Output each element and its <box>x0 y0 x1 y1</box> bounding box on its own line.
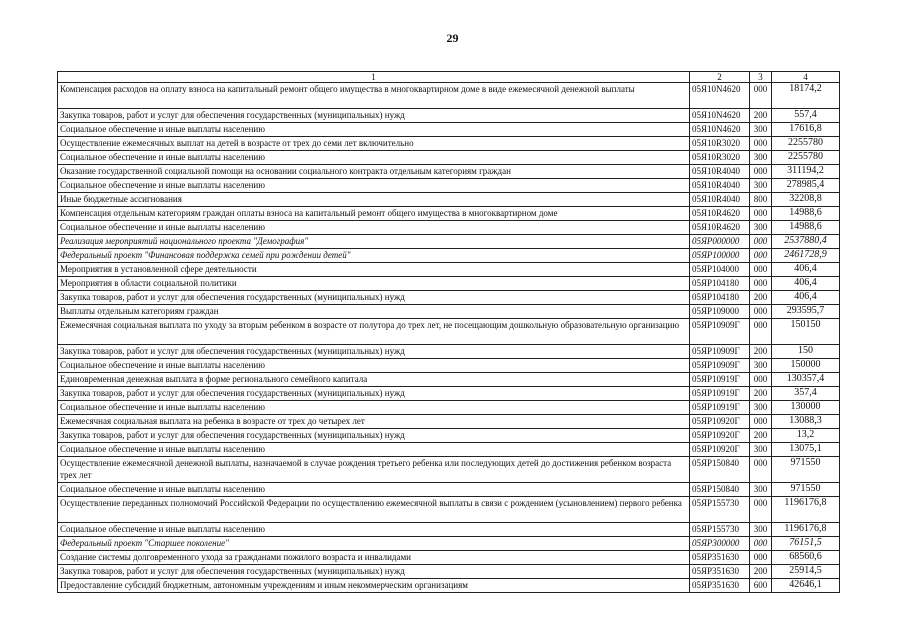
row-amount: 2255780 <box>772 137 840 151</box>
table-row <box>58 123 840 137</box>
table-row <box>58 277 840 291</box>
table-row <box>58 457 840 483</box>
row-expense-type: 000 <box>750 249 772 263</box>
row-code: 05Я10R4040 <box>690 165 750 179</box>
table-row <box>58 83 840 109</box>
row-name: Компенсация отдельным категориям граждан оплаты взноса на капитальный ремонт общего имущества в многоквартирном доме <box>58 207 690 221</box>
row-expense-type: 200 <box>750 565 772 579</box>
row-expense-type: 000 <box>750 305 772 319</box>
row-expense-type: 200 <box>750 429 772 443</box>
row-code: 05ЯР10920Г <box>690 429 750 443</box>
row-code: 05ЯР300000 <box>690 537 750 551</box>
row-name: Закупка товаров, работ и услуг для обеспечения государственных (муниципальных) нужд <box>58 345 690 359</box>
table-row <box>58 151 840 165</box>
row-amount: 311194,2 <box>772 165 840 179</box>
header-row <box>58 72 840 83</box>
row-code: 05ЯР104180 <box>690 277 750 291</box>
row-name: Иные бюджетные ассигнования <box>58 193 690 207</box>
row-expense-type: 000 <box>750 235 772 249</box>
table-row <box>58 565 840 579</box>
row-code: 05ЯР351630 <box>690 565 750 579</box>
row-amount: 406,4 <box>772 277 840 291</box>
row-code: 05ЯР000000 <box>690 235 750 249</box>
row-expense-type: 300 <box>750 221 772 235</box>
row-amount: 17616,8 <box>772 123 840 137</box>
budget-table-body <box>58 72 840 593</box>
row-expense-type: 000 <box>750 207 772 221</box>
row-amount: 14988,6 <box>772 221 840 235</box>
row-amount: 13075,1 <box>772 443 840 457</box>
row-expense-type: 000 <box>750 551 772 565</box>
row-amount: 406,4 <box>772 263 840 277</box>
row-expense-type: 000 <box>750 373 772 387</box>
table-row <box>58 221 840 235</box>
row-expense-type: 000 <box>750 263 772 277</box>
row-expense-type: 000 <box>750 277 772 291</box>
row-code: 05ЯР10919Г <box>690 401 750 415</box>
table-row <box>58 551 840 565</box>
row-code: 05ЯР10920Г <box>690 443 750 457</box>
row-name: Компенсация расходов на оплату взноса на капитальный ремонт общего имущества в многоквартирном доме в виде ежемесячной денежной выплаты <box>58 83 690 109</box>
row-code: 05Я10R3020 <box>690 151 750 165</box>
table-row <box>58 497 840 523</box>
row-name: Социальное обеспечение и иные выплаты населению <box>58 151 690 165</box>
row-code: 05Я10N4620 <box>690 123 750 137</box>
row-amount: 357,4 <box>772 387 840 401</box>
row-expense-type: 200 <box>750 387 772 401</box>
row-amount: 76151,5 <box>772 537 840 551</box>
table-row <box>58 207 840 221</box>
table-row <box>58 523 840 537</box>
row-name: Единовременная денежная выплата в форме регионального семейного капитала <box>58 373 690 387</box>
row-amount: 130000 <box>772 401 840 415</box>
row-amount: 278985,4 <box>772 179 840 193</box>
row-expense-type: 000 <box>750 83 772 109</box>
table-row <box>58 235 840 249</box>
row-name: Ежемесячная социальная выплата по уходу за вторым ребенком в возрасте от полутора до трех лет, не посещающим дошкольную образовательную организацию <box>58 319 690 345</box>
row-expense-type: 000 <box>750 137 772 151</box>
row-expense-type: 300 <box>750 123 772 137</box>
row-name: Социальное обеспечение и иные выплаты населению <box>58 443 690 457</box>
row-code: 05ЯР150840 <box>690 457 750 483</box>
row-amount: 1196176,8 <box>772 523 840 537</box>
row-expense-type: 300 <box>750 483 772 497</box>
row-code: 05ЯР100000 <box>690 249 750 263</box>
row-code: 05ЯР155730 <box>690 497 750 523</box>
row-amount: 2461728,9 <box>772 249 840 263</box>
row-code: 05ЯР351630 <box>690 579 750 593</box>
row-amount: 971550 <box>772 483 840 497</box>
row-expense-type: 200 <box>750 345 772 359</box>
row-code: 05Я10R3020 <box>690 137 750 151</box>
row-name: Осуществление переданных полномочий Российской Федерации по осуществлению ежемесячной выплаты в связи с рождением (усыновлением) первого ребенка <box>58 497 690 523</box>
row-name: Социальное обеспечение и иные выплаты населению <box>58 179 690 193</box>
row-expense-type: 300 <box>750 443 772 457</box>
page-number: 29 <box>446 31 459 45</box>
row-name: Социальное обеспечение и иные выплаты населению <box>58 401 690 415</box>
table-row <box>58 179 840 193</box>
row-name: Предоставление субсидий бюджетным, автономным учреждениям и иным некоммерческим организациям <box>58 579 690 593</box>
row-code: 05Я10R4620 <box>690 221 750 235</box>
row-code: 05ЯР104000 <box>690 263 750 277</box>
row-amount: 2255780 <box>772 151 840 165</box>
row-code: 05ЯР10920Г <box>690 415 750 429</box>
row-name: Выплаты отдельным категориям граждан <box>58 305 690 319</box>
row-amount: 25914,5 <box>772 565 840 579</box>
row-amount: 557,4 <box>772 109 840 123</box>
row-code: 05Я10N4620 <box>690 83 750 109</box>
row-code: 05ЯР351630 <box>690 551 750 565</box>
header-col-4: 4 <box>772 72 840 83</box>
row-expense-type: 000 <box>750 415 772 429</box>
row-name: Закупка товаров, работ и услуг для обеспечения государственных (муниципальных) нужд <box>58 387 690 401</box>
table-row <box>58 193 840 207</box>
row-name: Закупка товаров, работ и услуг для обеспечения государственных (муниципальных) нужд <box>58 565 690 579</box>
row-name: Мероприятия в области социальной политики <box>58 277 690 291</box>
table-row <box>58 291 840 305</box>
table-row <box>58 249 840 263</box>
table-row <box>58 537 840 551</box>
row-amount: 293595,7 <box>772 305 840 319</box>
row-expense-type: 600 <box>750 579 772 593</box>
header-col-3: 3 <box>750 72 772 83</box>
row-name: Создание системы долговременного ухода за гражданами пожилого возраста и инвалидами <box>58 551 690 565</box>
row-expense-type: 000 <box>750 319 772 345</box>
row-code: 05Я10R4040 <box>690 179 750 193</box>
row-amount: 150150 <box>772 319 840 345</box>
table-row <box>58 137 840 151</box>
row-amount: 150 <box>772 345 840 359</box>
row-code: 05ЯР150840 <box>690 483 750 497</box>
row-code: 05ЯР104180 <box>690 291 750 305</box>
table-row <box>58 263 840 277</box>
row-expense-type: 000 <box>750 165 772 179</box>
budget-table <box>57 71 840 593</box>
row-name: Социальное обеспечение и иные выплаты населению <box>58 359 690 373</box>
row-expense-type: 300 <box>750 523 772 537</box>
row-expense-type: 300 <box>750 359 772 373</box>
table-row <box>58 429 840 443</box>
table-row <box>58 443 840 457</box>
row-amount: 150000 <box>772 359 840 373</box>
row-code: 05ЯР109000 <box>690 305 750 319</box>
row-name: Социальное обеспечение и иные выплаты населению <box>58 523 690 537</box>
row-expense-type: 200 <box>750 291 772 305</box>
row-name: Закупка товаров, работ и услуг для обеспечения государственных (муниципальных) нужд <box>58 429 690 443</box>
row-amount: 1196176,8 <box>772 497 840 523</box>
row-code: 05ЯР10919Г <box>690 387 750 401</box>
row-amount: 68560,6 <box>772 551 840 565</box>
row-expense-type: 300 <box>750 401 772 415</box>
row-expense-type: 200 <box>750 109 772 123</box>
row-amount: 130357,4 <box>772 373 840 387</box>
table-row <box>58 579 840 593</box>
table-row <box>58 483 840 497</box>
row-name: Реализация мероприятий национального проекта "Демография" <box>58 235 690 249</box>
row-name: Социальное обеспечение и иные выплаты населению <box>58 483 690 497</box>
row-amount: 42646,1 <box>772 579 840 593</box>
row-expense-type: 300 <box>750 179 772 193</box>
row-name: Ежемесячная социальная выплата на ребенка в возрасте от трех до четырех лет <box>58 415 690 429</box>
row-code: 05ЯР155730 <box>690 523 750 537</box>
row-amount: 13088,3 <box>772 415 840 429</box>
row-name: Осуществление ежемесячной денежной выплаты, назначаемой в случае рождения третьего ребенка или последующих детей до достижения ребенком возраста трех лет <box>58 457 690 483</box>
row-code: 05ЯР10909Г <box>690 319 750 345</box>
table-row <box>58 401 840 415</box>
row-amount: 32208,8 <box>772 193 840 207</box>
row-code: 05ЯР10909Г <box>690 359 750 373</box>
table-row <box>58 415 840 429</box>
row-amount: 2537880,4 <box>772 235 840 249</box>
row-expense-type: 000 <box>750 457 772 483</box>
row-name: Социальное обеспечение и иные выплаты населению <box>58 221 690 235</box>
table-row <box>58 359 840 373</box>
row-amount: 971550 <box>772 457 840 483</box>
header-col-1: 1 <box>58 72 690 83</box>
row-name: Федеральный проект "Финансовая поддержка семей при рождении детей" <box>58 249 690 263</box>
row-expense-type: 800 <box>750 193 772 207</box>
row-amount: 406,4 <box>772 291 840 305</box>
row-name: Федеральный проект "Старшее поколение" <box>58 537 690 551</box>
row-code: 05ЯР10919Г <box>690 373 750 387</box>
row-expense-type: 000 <box>750 497 772 523</box>
header-col-2: 2 <box>690 72 750 83</box>
table-row <box>58 319 840 345</box>
row-code: 05ЯР10909Г <box>690 345 750 359</box>
row-name: Социальное обеспечение и иные выплаты населению <box>58 123 690 137</box>
table-row <box>58 373 840 387</box>
row-expense-type: 000 <box>750 537 772 551</box>
row-code: 05Я10R4040 <box>690 193 750 207</box>
row-code: 05Я10N4620 <box>690 109 750 123</box>
row-amount: 14988,6 <box>772 207 840 221</box>
table-row <box>58 387 840 401</box>
row-name: Осуществление ежемесячных выплат на детей в возрасте от трех до семи лет включительно <box>58 137 690 151</box>
row-name: Закупка товаров, работ и услуг для обеспечения государственных (муниципальных) нужд <box>58 109 690 123</box>
row-name: Оказание государственной социальной помощи на основании социального контракта отдельным категориям граждан <box>58 165 690 179</box>
table-row <box>58 305 840 319</box>
table-row <box>58 109 840 123</box>
row-expense-type: 300 <box>750 151 772 165</box>
row-name: Мероприятия в установленной сфере деятельности <box>58 263 690 277</box>
table-row <box>58 345 840 359</box>
row-amount: 13,2 <box>772 429 840 443</box>
table-row <box>58 165 840 179</box>
row-code: 05Я10R4620 <box>690 207 750 221</box>
row-amount: 18174,2 <box>772 83 840 109</box>
row-name: Закупка товаров, работ и услуг для обеспечения государственных (муниципальных) нужд <box>58 291 690 305</box>
